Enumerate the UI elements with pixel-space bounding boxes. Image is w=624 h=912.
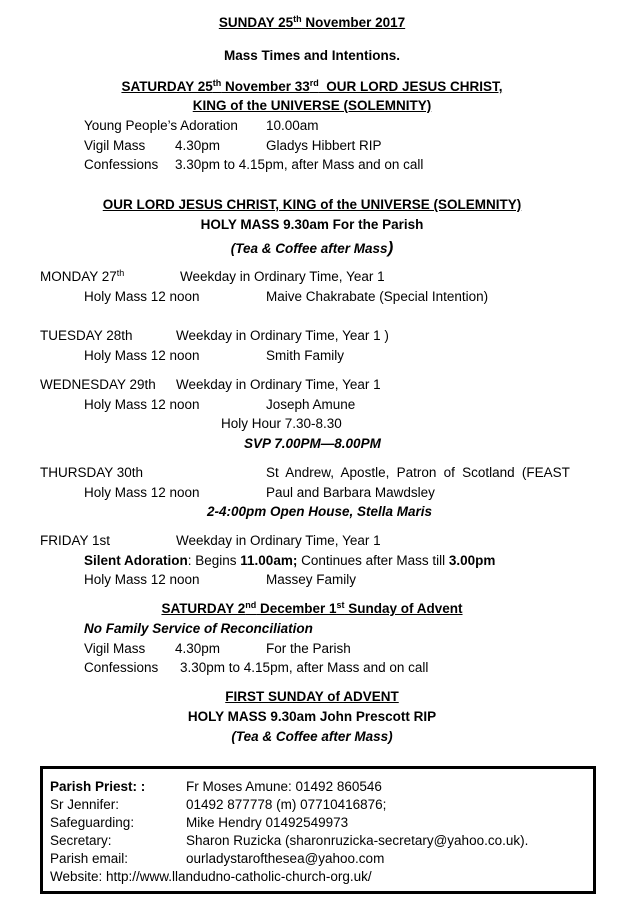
confessions2-label: Confessions [84, 660, 159, 675]
vigil2-time: 4.30pm [175, 641, 221, 656]
vigil-time: 4.30pm [175, 138, 221, 153]
tuesday-intention: Smith Family [266, 348, 345, 363]
tuesday-day: TUESDAY 28th [40, 328, 133, 343]
page-subtitle: Mass Times and Intentions. [223, 48, 401, 63]
no-family-service: No Family Service of Reconciliation [84, 621, 313, 636]
website-line: Website: http://www.llandudno-catholic-church-org.uk/ [50, 869, 372, 884]
sister-value: 01492 877778 (m) 07710416876; [186, 797, 387, 812]
sunday-mass: HOLY MASS 9.30am For the Parish [200, 217, 424, 232]
friday-intention: Massey Family [266, 572, 357, 587]
friday-mass: Holy Mass 12 noon [84, 572, 200, 587]
safeguarding-label: Safeguarding: [50, 815, 135, 830]
wednesday-mass: Holy Mass 12 noon [84, 397, 200, 412]
wednesday-intention: Joseph Amune [266, 397, 356, 412]
priest-value: Fr Moses Amune: 01492 860546 [186, 779, 382, 794]
vigil2-intention: For the Parish [266, 641, 351, 656]
wednesday-day: WEDNESDAY 29th [40, 377, 156, 392]
saturday-heading: SATURDAY 25th November 33rd OUR LORD JESUS CHRIST, [121, 78, 503, 94]
open-house-note: 2-4:00pm Open House, Stella Maris [207, 504, 433, 519]
wednesday-desc: Weekday in Ordinary Time, Year 1 [176, 377, 381, 392]
sunday-heading: OUR LORD JESUS CHRIST, KING of the UNIVERSE (SOLEMNITY) [102, 197, 522, 212]
secretary-value: Sharon Ruzicka (sharonruzicka-secretary@yahoo.co.uk). [186, 833, 529, 848]
saturday2-heading: SATURDAY 2nd December 1st Sunday of Advent [161, 600, 463, 616]
adoration-label: Young People’s Adoration [84, 118, 238, 133]
confessions-time: 3.30pm to 4.15pm, after Mass and on call [175, 157, 424, 172]
email-value: ourladystarofthesea@yahoo.com [186, 851, 385, 866]
friday-desc: Weekday in Ordinary Time, Year 1 [176, 533, 381, 548]
saturday-heading-line2: KING of the UNIVERSE (SOLEMNITY) [192, 98, 432, 113]
safeguarding-value: Mike Hendry 01492549973 [186, 815, 349, 830]
tuesday-desc: Weekday in Ordinary Time, Year 1 ) [176, 328, 389, 343]
monday-desc: Weekday in Ordinary Time, Year 1 [180, 269, 385, 284]
vigil-label: Vigil Mass [84, 138, 146, 153]
holy-hour: Holy Hour 7.30-8.30 [221, 416, 342, 431]
page-title: SUNDAY 25th November 2017 [218, 14, 406, 30]
email-label: Parish email: [50, 851, 129, 866]
adoration-time: 10.00am [266, 118, 319, 133]
confessions2-time: 3.30pm to 4.15pm, after Mass and on call [180, 660, 429, 675]
contact-box [40, 766, 596, 894]
silent-adoration: Silent Adoration: Begins 11.00am; Continues after Mass till 3.00pm [84, 553, 496, 568]
svp-note: SVP 7.00PM—8.00PM [244, 436, 381, 451]
priest-label: Parish Priest: : [50, 779, 146, 794]
monday-mass: Holy Mass 12 noon [84, 289, 200, 304]
thursday-intention: Paul and Barbara Mawdsley [266, 485, 435, 500]
confessions-label: Confessions [84, 157, 159, 172]
secretary-label: Secretary: [50, 833, 112, 848]
friday-day: FRIDAY 1st [40, 533, 111, 548]
advent-heading: FIRST SUNDAY of ADVENT [225, 689, 399, 704]
sister-label: Sr Jennifer: [50, 797, 120, 812]
vigil-intention: Gladys Hibbert RIP [266, 138, 382, 153]
thursday-mass: Holy Mass 12 noon [84, 485, 200, 500]
tuesday-mass: Holy Mass 12 noon [84, 348, 200, 363]
sunday-tea-note: (Tea & Coffee after Mass) [230, 238, 394, 257]
monday-intention: Maive Chakrabate (Special Intention) [266, 289, 489, 304]
advent-mass: HOLY MASS 9.30am John Prescott RIP [187, 709, 437, 724]
monday-day: MONDAY 27th [40, 268, 125, 284]
vigil2-label: Vigil Mass [84, 641, 146, 656]
thursday-day: THURSDAY 30th [40, 465, 144, 480]
thursday-desc: St Andrew, Apostle, Patron of Scotland (FEAST [266, 465, 570, 480]
advent-tea-note: (Tea & Coffee after Mass) [231, 729, 393, 744]
